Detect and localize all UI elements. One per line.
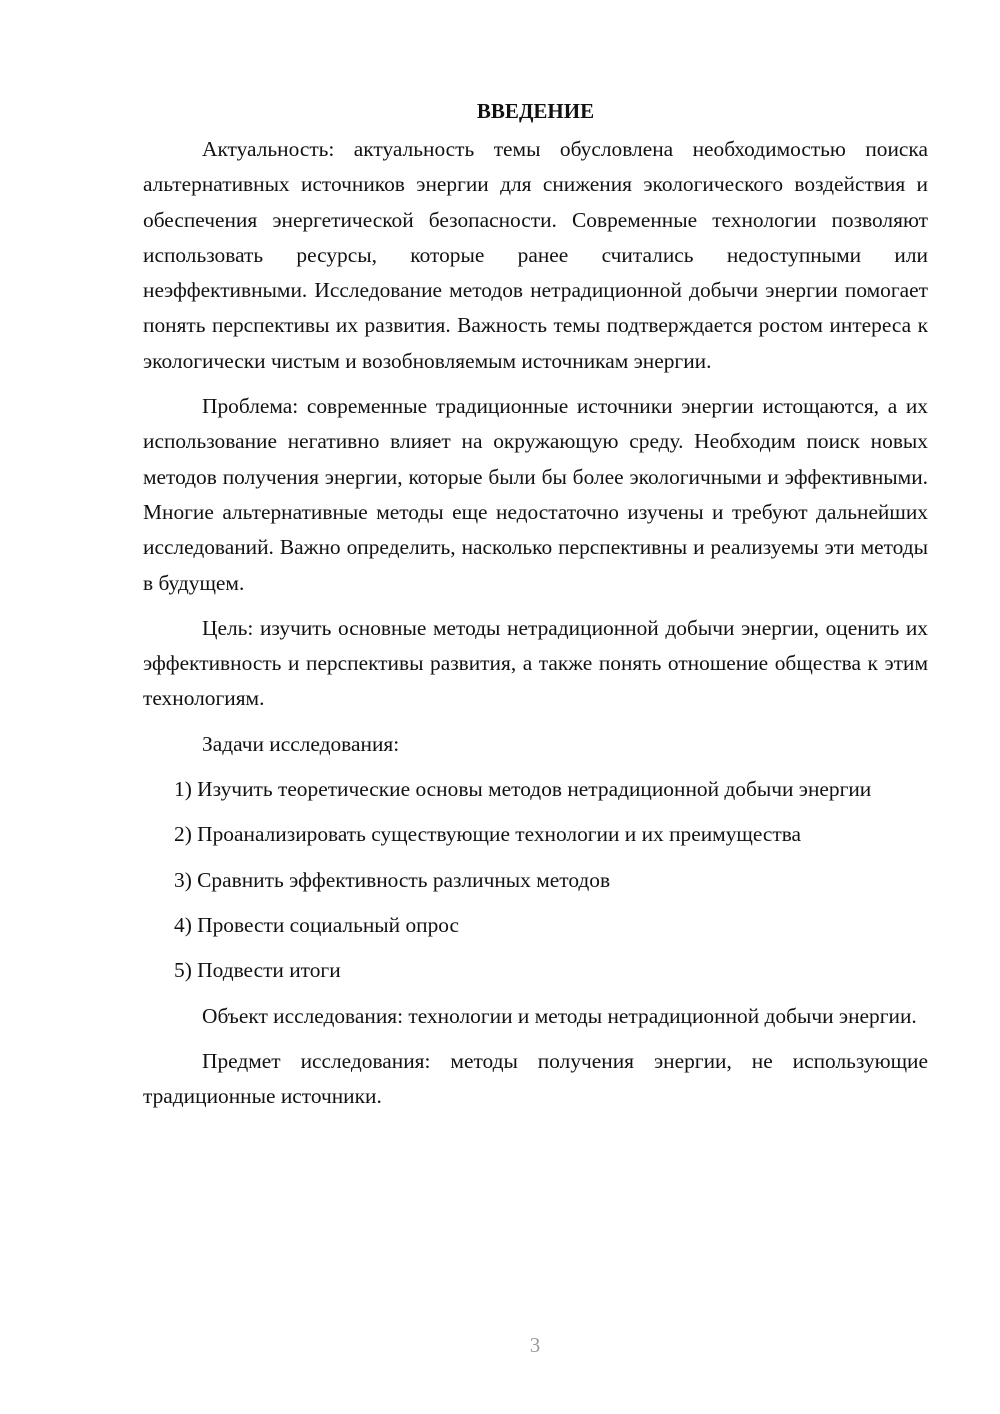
page-number: 3 xyxy=(529,1333,541,1357)
relevance-paragraph: Актуальность: актуальность темы обусловлена необходимостью поиска альтернативных источников энергии для снижения экологического воздействия и обеспечения энергетической безопасности. Современные технологии позволяют использовать ресурсы, которые ранее считались недоступными или неэффективными. Исследование методов нетрадиционной добычи энергии помогает понять перспективы их развития. Важность темы подтверждается ростом интереса к экологически чистым и возобновляемым источникам энергии. xyxy=(143,137,928,373)
goal-paragraph: Цель: изучить основные методы нетрадиционной добычи энергии, оценить их эффективность и перспективы развития, а также понять отношение общества к этим технологиям. xyxy=(143,615,928,711)
list-item: 1) Изучить теоретические основы методов нетрадиционной добычи энергии xyxy=(174,777,872,802)
document-page xyxy=(143,96,928,1114)
page-title: ВВЕДЕНИЕ xyxy=(476,99,595,123)
subject-paragraph: Предмет исследования: методы получения энергии, не использующие традиционные источники. xyxy=(143,1048,928,1109)
problem-paragraph: Проблема: современные традиционные источники энергии истощаются, а их использование негативно влияет на окружающую среду. Необходим поиск новых методов получения энергии, которые были бы более экологичными и эффективными. Многие альтернативные методы еще недостаточно изучены и требуют дальнейших исследований. Важно определить, насколько перспективны и реализуемы эти методы в будущем. xyxy=(143,394,928,595)
list-item: 2) Проанализировать существующие технологии и их преимущества xyxy=(174,822,802,847)
tasks-heading: Задачи исследования: xyxy=(202,731,400,756)
object-paragraph: Объект исследования: технологии и методы нетрадиционной добычи энергии. xyxy=(202,1003,917,1028)
list-item: 5) Подвести итоги xyxy=(174,958,341,983)
list-item: 4) Провести социальный опрос xyxy=(174,912,460,937)
tasks-list xyxy=(143,772,928,988)
list-item: 3) Сравнить эффективность различных методов xyxy=(174,867,611,892)
